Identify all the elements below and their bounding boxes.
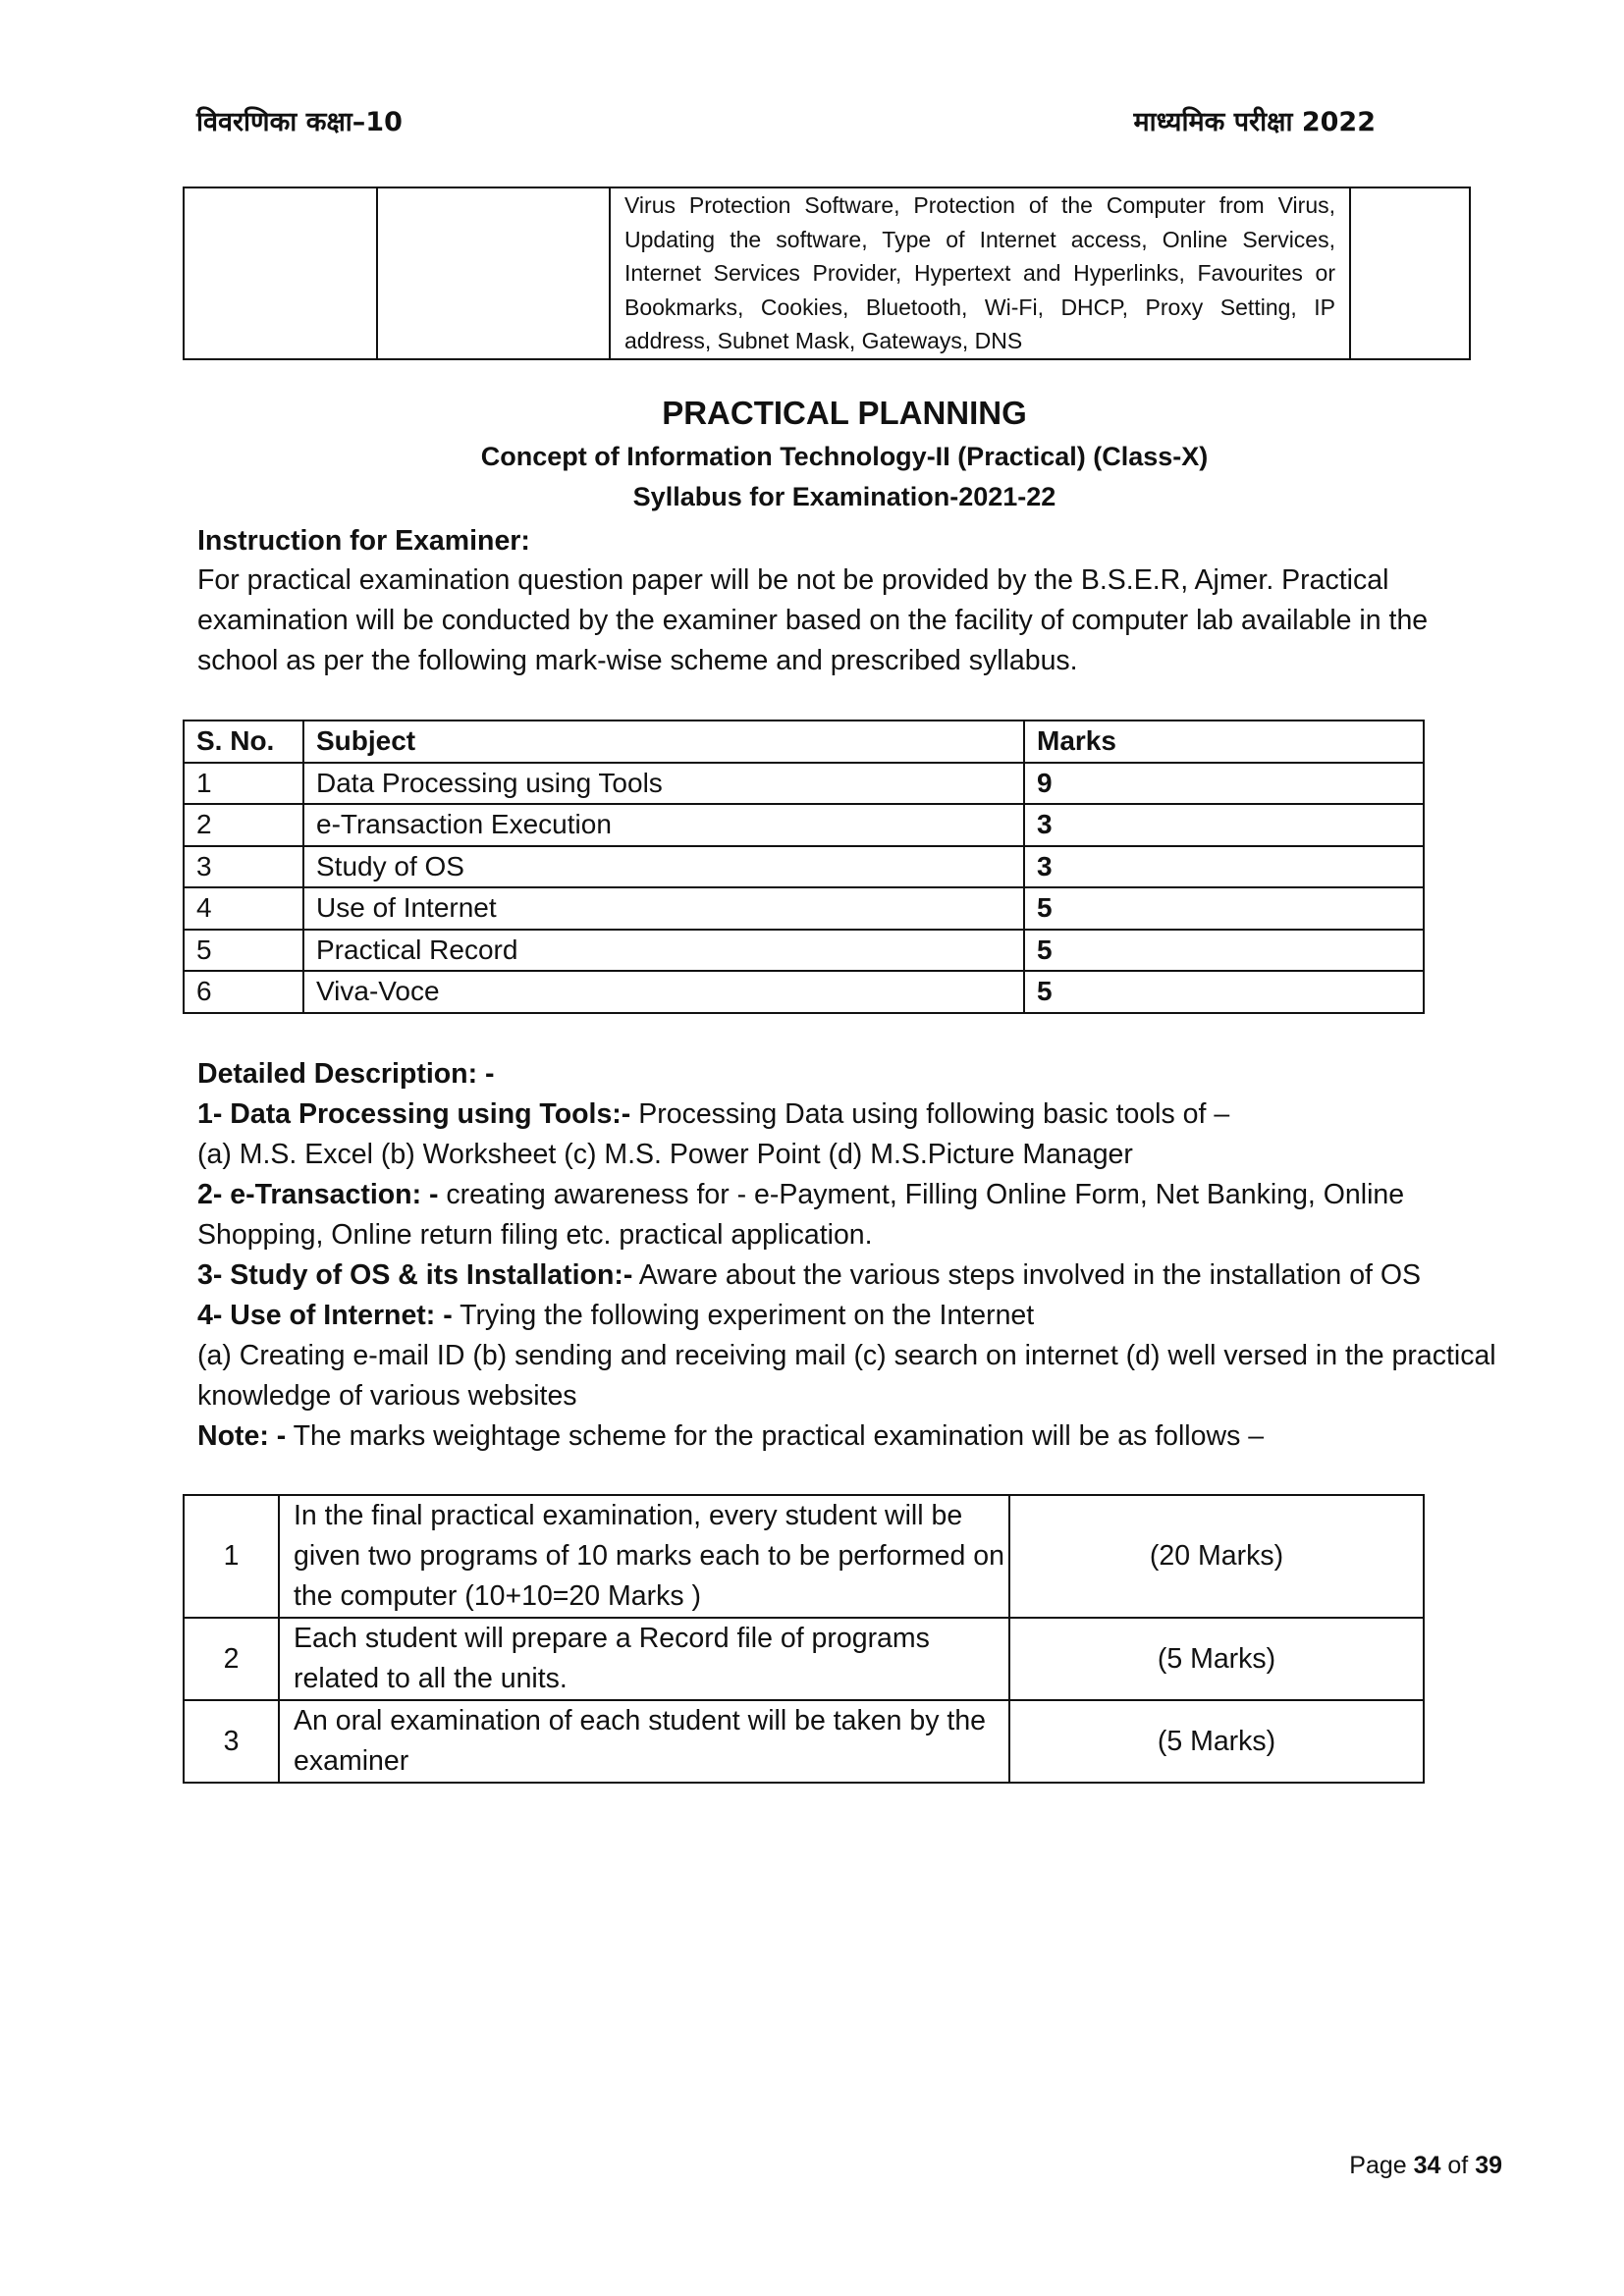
cell-number: 1 <box>184 1495 279 1618</box>
description-note <box>197 1416 1503 1457</box>
table-cell-empty <box>377 187 610 359</box>
table-cell-empty <box>184 187 377 359</box>
description-item-4-experiments: (a) Creating e-mail ID (b) sending and receiving mail (c) search on internet (d) well versed in the practical knowledge of various websites <box>197 1340 1496 1412</box>
cell-number: 2 <box>184 1618 279 1700</box>
detailed-description <box>197 1054 1503 1457</box>
item-label: 2- e-Transaction: - <box>197 1179 439 1210</box>
cell-marks: (20 Marks) <box>1009 1495 1424 1618</box>
cell-sno: 6 <box>184 971 303 1013</box>
instruction-text: For practical examination question paper will be not be provided by the B.S.E.R, Ajmer. Practical examination will be conducted by the examiner based on the facility of computer lab available in the school as per the following mark-wise scheme and prescribed syllabus. <box>197 564 1429 676</box>
table-row <box>184 187 1470 359</box>
item-text: Processing Data using following basic tools of – <box>630 1098 1230 1130</box>
cell-marks: 5 <box>1024 971 1424 1013</box>
marks-weightage-table <box>183 1494 1425 1784</box>
cell-marks: 3 <box>1024 846 1424 888</box>
cell-description: In the final practical examination, every student will be given two programs of 10 marks each to be performed on the computer (10+10=20 Marks ) <box>279 1495 1009 1618</box>
syllabus-continuation-table <box>183 187 1471 360</box>
cell-subject: Use of Internet <box>303 887 1024 930</box>
cell-sno: 5 <box>184 930 303 972</box>
cell-subject: Viva-Voce <box>303 971 1024 1013</box>
description-item-1 <box>197 1095 1503 1135</box>
cell-description: Each student will prepare a Record file of programs related to all the units. <box>279 1618 1009 1700</box>
table-cell-empty <box>1350 187 1470 359</box>
item-text: creating awareness for - e-Payment, Filling Online Form, Net Banking, Online Shopping, Online return filing etc. practical application. <box>197 1179 1405 1251</box>
item-label: 1- Data Processing using Tools:- <box>197 1098 631 1130</box>
table-row <box>184 971 1424 1013</box>
cell-sno: 2 <box>184 804 303 846</box>
current-page: 34 <box>1413 2152 1441 2179</box>
page-number <box>1349 2152 1502 2180</box>
instruction-heading: Instruction for Examiner: <box>197 525 530 557</box>
header-right: माध्यमिक परीक्षा 2022 <box>1133 107 1376 137</box>
cell-marks: 5 <box>1024 887 1424 930</box>
note-label: Note: - <box>197 1420 287 1452</box>
cell-sno: 4 <box>184 887 303 930</box>
column-header-sno: S. No. <box>184 721 303 763</box>
page-of: of <box>1440 2152 1476 2179</box>
cell-subject: e-Transaction Execution <box>303 804 1024 846</box>
cell-number: 3 <box>184 1700 279 1783</box>
item-label: 3- Study of OS & its Installation:- <box>197 1259 633 1291</box>
item-text: Aware about the various steps involved in the installation of OS <box>632 1259 1422 1291</box>
description-item-3 <box>197 1255 1503 1296</box>
section-subtitle-syllabus: Syllabus for Examination-2021-22 <box>632 482 1056 511</box>
table-row <box>184 846 1424 888</box>
section-subtitle: Concept of Information Technology-II (Practical) (Class-X) <box>480 442 1209 471</box>
cell-marks: (5 Marks) <box>1009 1700 1424 1783</box>
description-item-4 <box>197 1296 1503 1336</box>
cell-description: An oral examination of each student will be taken by the examiner <box>279 1700 1009 1783</box>
cell-sno: 1 <box>184 763 303 805</box>
table-cell <box>610 187 1350 359</box>
table-row <box>184 804 1424 846</box>
description-heading: Detailed Description: - <box>197 1058 495 1090</box>
table-row <box>184 887 1424 930</box>
note-text: The marks weightage scheme for the practical examination will be as follows – <box>286 1420 1265 1452</box>
table-row <box>184 930 1424 972</box>
item-text: Trying the following experiment on the Internet <box>452 1300 1035 1331</box>
column-header-subject: Subject <box>303 721 1024 763</box>
item-label: 4- Use of Internet: - <box>197 1300 453 1331</box>
cell-subject: Study of OS <box>303 846 1024 888</box>
cell-sno: 3 <box>184 846 303 888</box>
cell-marks: 3 <box>1024 804 1424 846</box>
description-item-1-tools: (a) M.S. Excel (b) Worksheet (c) M.S. Power Point (d) M.S.Picture Manager <box>197 1139 1133 1170</box>
marks-table <box>183 720 1425 1014</box>
description-item-2 <box>197 1175 1503 1255</box>
cell-marks: 5 <box>1024 930 1424 972</box>
column-header-marks: Marks <box>1024 721 1424 763</box>
table-row <box>184 1495 1424 1618</box>
total-pages: 39 <box>1475 2152 1502 2179</box>
table-header-row <box>184 721 1424 763</box>
table-row <box>184 763 1424 805</box>
cell-marks: (5 Marks) <box>1009 1618 1424 1700</box>
section-title: PRACTICAL PLANNING <box>662 395 1027 431</box>
topic-list-text: Virus Protection Software, Protection of the Computer from Virus, Updating the software, Type of Internet access, Online Services, Internet Services Provider, Hypertext and Hyperlinks, Favourites or Bookmarks, Cookies, Bluetooth, Wi-Fi, DHCP, Proxy Setting, IP address, Subnet Mask, Gateways, DNS <box>624 192 1335 353</box>
cell-subject: Data Processing using Tools <box>303 763 1024 805</box>
header-left: विवरणिका कक्षा–10 <box>196 107 403 137</box>
table-row <box>184 1700 1424 1783</box>
cell-marks: 9 <box>1024 763 1424 805</box>
cell-subject: Practical Record <box>303 930 1024 972</box>
table-row <box>184 1618 1424 1700</box>
page-prefix: Page <box>1349 2152 1414 2179</box>
